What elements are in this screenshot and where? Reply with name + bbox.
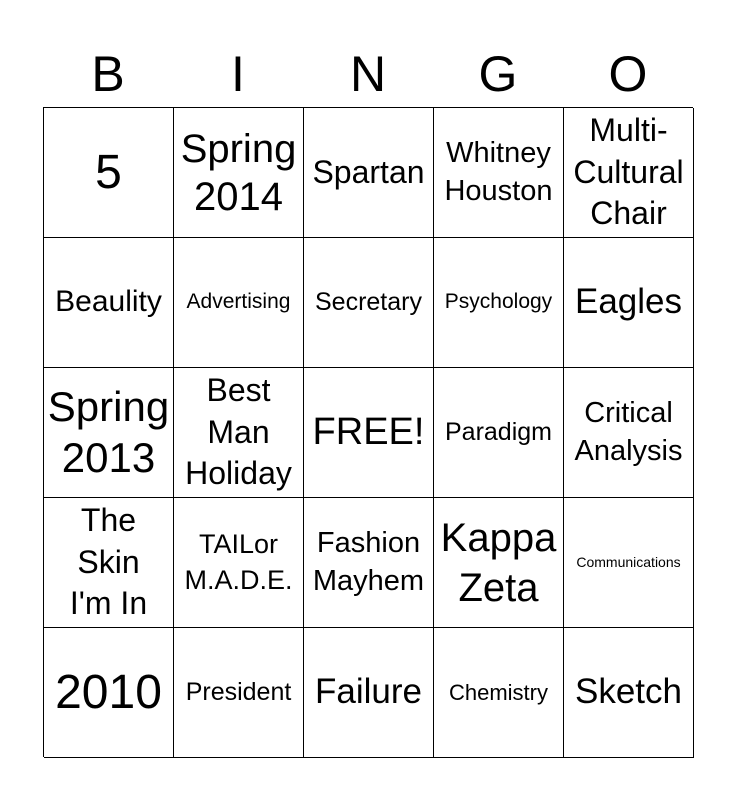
header-letter-i: I [231,46,245,102]
bingo-cell[interactable] [174,628,304,758]
bingo-cell[interactable] [304,368,434,498]
bingo-cell[interactable] [44,238,174,368]
bingo-header [43,40,693,106]
bingo-cell[interactable] [434,498,564,628]
cell-text: Spring 2014 [180,126,297,219]
cell-text: Kappa Zeta [440,515,557,610]
cell-text: Secretary [315,288,422,317]
bingo-cell[interactable] [564,108,694,238]
header-letter-b: B [91,46,125,102]
bingo-cell[interactable] [174,368,304,498]
cell-text: Whitney Houston [444,136,553,207]
cell-text: Best Man Holiday [185,372,292,492]
cell-text: Eagles [574,282,683,322]
cell-text: Spartan [312,154,425,191]
bingo-cell[interactable] [44,498,174,628]
cell-text: Chemistry [448,679,548,705]
bingo-board [43,107,693,757]
cell-text: Advertising [186,290,291,314]
cell-text: Multi- Cultural Chair [573,112,684,232]
cell-text: Beaulity [55,285,162,319]
cell-text: TAILor M.A.D.E. [184,529,293,595]
bingo-cell[interactable] [564,368,694,498]
bingo-cell[interactable] [174,238,304,368]
bingo-cell[interactable] [434,108,564,238]
cell-text: Paradigm [445,418,552,447]
bingo-cell[interactable] [304,498,434,628]
cell-text: Spring 2013 [47,383,170,481]
header-letter-o: O [608,46,648,102]
cell-text: Fashion Mayhem [312,526,425,597]
cell-text: Communications [576,554,681,571]
bingo-cell[interactable] [434,238,564,368]
cell-text: 5 [95,145,122,199]
cell-text: 2010 [55,665,162,719]
bingo-cell[interactable] [434,628,564,758]
bingo-cell[interactable] [304,108,434,238]
bingo-cell[interactable] [434,368,564,498]
bingo-cell[interactable] [564,628,694,758]
bingo-cell[interactable] [174,498,304,628]
cell-text: The Skin I'm In [69,502,148,622]
bingo-cell[interactable] [304,238,434,368]
bingo-cell[interactable] [564,498,694,628]
header-letter-n: N [349,46,387,102]
cell-text: Psychology [444,290,553,314]
bingo-cell[interactable] [44,108,174,238]
cell-text: FREE! [312,410,425,453]
cell-text: Critical Analysis [574,396,683,467]
bingo-cell[interactable] [44,628,174,758]
bingo-cell[interactable] [174,108,304,238]
cell-text: President [185,678,292,707]
bingo-cell[interactable] [564,238,694,368]
header-letter-g: G [478,46,518,102]
bingo-cell[interactable] [304,628,434,758]
cell-text: Sketch [575,672,682,712]
bingo-cell[interactable] [44,368,174,498]
cell-text: Failure [315,672,422,712]
